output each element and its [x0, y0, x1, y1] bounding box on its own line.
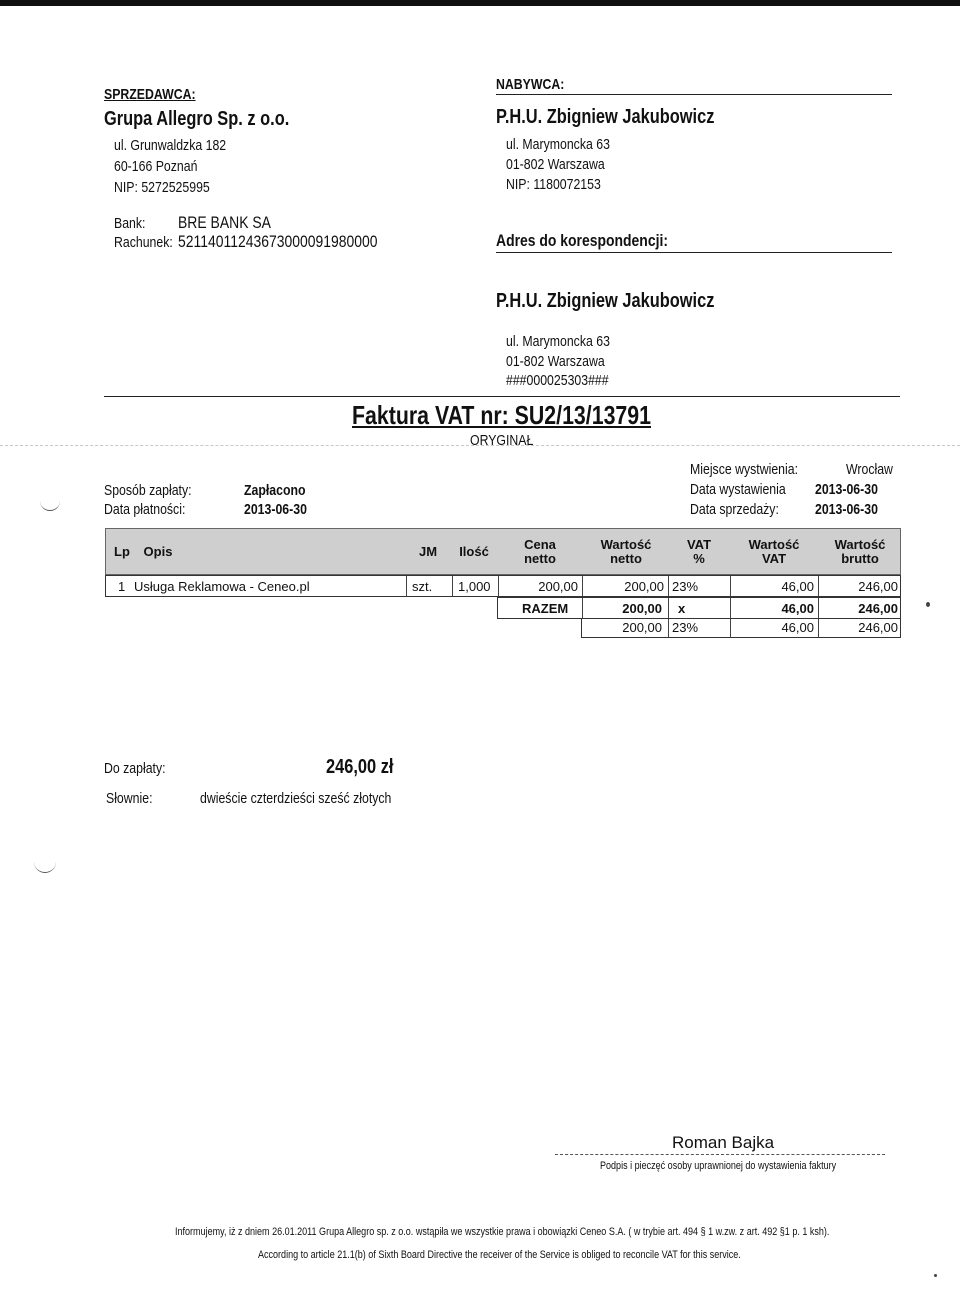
payment-due-value: 2013-06-30: [244, 501, 307, 518]
account-value: 52114011243673000091980000: [178, 232, 378, 251]
buyer-street: ul. Marymoncka 63: [506, 136, 610, 153]
row-netto: 200,00: [624, 579, 664, 594]
table-header: [105, 528, 901, 575]
row-opis: Usługa Reklamowa - Ceneo.pl: [134, 579, 310, 594]
buyer-heading: NABYWCA:: [496, 76, 565, 93]
header-ilosc: Ilość: [459, 543, 489, 559]
scan-top-edge: [0, 0, 960, 6]
title-top-rule: [104, 396, 900, 397]
seller-city: 60-166 Poznań: [114, 158, 198, 175]
total-vat-rate: x: [678, 601, 686, 616]
table-total-row: [497, 597, 901, 619]
breakdown-netto: 200,00: [622, 620, 662, 635]
amount-words-label: Słownie:: [106, 790, 153, 807]
header-lp: Lp: [114, 543, 130, 559]
header-cena: Cena netto: [524, 536, 556, 566]
sale-date-value: 2013-06-30: [815, 501, 878, 518]
buyer-nip: NIP: 1180072153: [506, 176, 601, 193]
amount-words-value: dwieście czterdzieści sześć złotych: [200, 790, 392, 807]
issue-date-label: Data wystawienia: [690, 481, 786, 498]
header-wartosc-brutto: Wartość brutto: [834, 536, 886, 566]
table-breakdown-row: [581, 619, 901, 638]
correspondence-heading: Adres do korespondencji:: [496, 231, 668, 250]
table-row: [105, 575, 901, 597]
seller-name: Grupa Allegro Sp. z o.o.: [104, 108, 290, 130]
scan-mark: [40, 500, 60, 511]
row-brutto: 246,00: [858, 579, 898, 594]
issue-place-value: Wrocław: [846, 461, 893, 478]
bank-value: BRE BANK SA: [178, 213, 271, 232]
buyer-heading-rule: [496, 94, 892, 95]
copy-label: ORYGINAŁ: [470, 432, 534, 449]
signature-rule: [555, 1154, 885, 1155]
footer-notice: Informujemy, iż z dniem 26.01.2011 Grupa Allegro sp. z o.o. wstąpiła we wszystkie prawa i obowiązki Ceneo S.A. ( w trybie art. 494 § 1 w.zw. z art. 492 §1 p. 1 ksh).: [175, 1226, 830, 1238]
correspondence-street: ul. Marymoncka 63: [506, 333, 610, 350]
row-jm: szt.: [412, 579, 433, 594]
breakdown-brutto: 246,00: [858, 620, 898, 635]
seller-nip: NIP: 5272525995: [114, 179, 210, 196]
payment-due-label: Data płatności:: [104, 501, 186, 518]
footer-directive: According to article 21.1(b) of Sixth Board Directive the receiver of the Service is obliged to reconcile VAT for this service.: [258, 1249, 741, 1261]
buyer-name: P.H.U. Zbigniew Jakubowicz: [496, 106, 715, 128]
correspondence-name: P.H.U. Zbigniew Jakubowicz: [496, 290, 715, 312]
header-jm: JM: [418, 543, 438, 559]
header-wartosc-netto: Wartość netto: [600, 536, 652, 566]
amount-due-value: 246,00 zł: [326, 756, 394, 778]
scan-speck: [934, 1274, 937, 1277]
row-lp: 1: [118, 579, 126, 594]
total-netto: 200,00: [622, 601, 662, 616]
correspondence-city: 01-802 Warszawa: [506, 353, 605, 370]
header-opis: Opis: [143, 543, 173, 559]
account-label: Rachunek:: [114, 234, 173, 251]
bank-label: Bank:: [114, 215, 146, 232]
header-wartosc-vat: Wartość VAT: [748, 536, 800, 566]
scan-mark: [34, 860, 56, 873]
row-cena: 200,00: [538, 579, 578, 594]
issue-place-label: Miejsce wystwienia:: [690, 461, 799, 478]
correspondence-code: ###000025303###: [506, 372, 609, 389]
buyer-city: 01-802 Warszawa: [506, 156, 605, 173]
breakdown-vat-value: 46,00: [781, 620, 814, 635]
signature-name: Roman Bajka: [672, 1133, 775, 1152]
invoice-title: Faktura VAT nr: SU2/13/13791: [352, 400, 652, 430]
breakdown-vat-rate: 23%: [672, 620, 699, 635]
total-vat-value: 46,00: [781, 601, 814, 616]
seller-heading: SPRZEDAWCA:: [104, 86, 196, 103]
row-ilosc: 1,000: [458, 579, 491, 594]
total-label: RAZEM: [522, 601, 569, 616]
sale-date-label: Data sprzedaży:: [690, 501, 779, 518]
header-vat: VAT %: [686, 536, 712, 566]
correspondence-rule: [496, 252, 892, 253]
signature-caption: Podpis i pieczęć osoby uprawnionej do wystawienia faktury: [600, 1160, 837, 1172]
payment-method-label: Sposób zapłaty:: [104, 482, 192, 499]
scan-speck: [926, 602, 930, 607]
seller-street: ul. Grunwaldzka 182: [114, 137, 227, 154]
amount-due-label: Do zapłaty:: [104, 760, 166, 777]
row-vat-rate: 23%: [672, 579, 699, 594]
payment-method-value: Zapłacono: [244, 482, 306, 499]
total-brutto: 246,00: [858, 601, 898, 616]
row-vat-value: 46,00: [781, 579, 814, 594]
issue-date-value: 2013-06-30: [815, 481, 878, 498]
